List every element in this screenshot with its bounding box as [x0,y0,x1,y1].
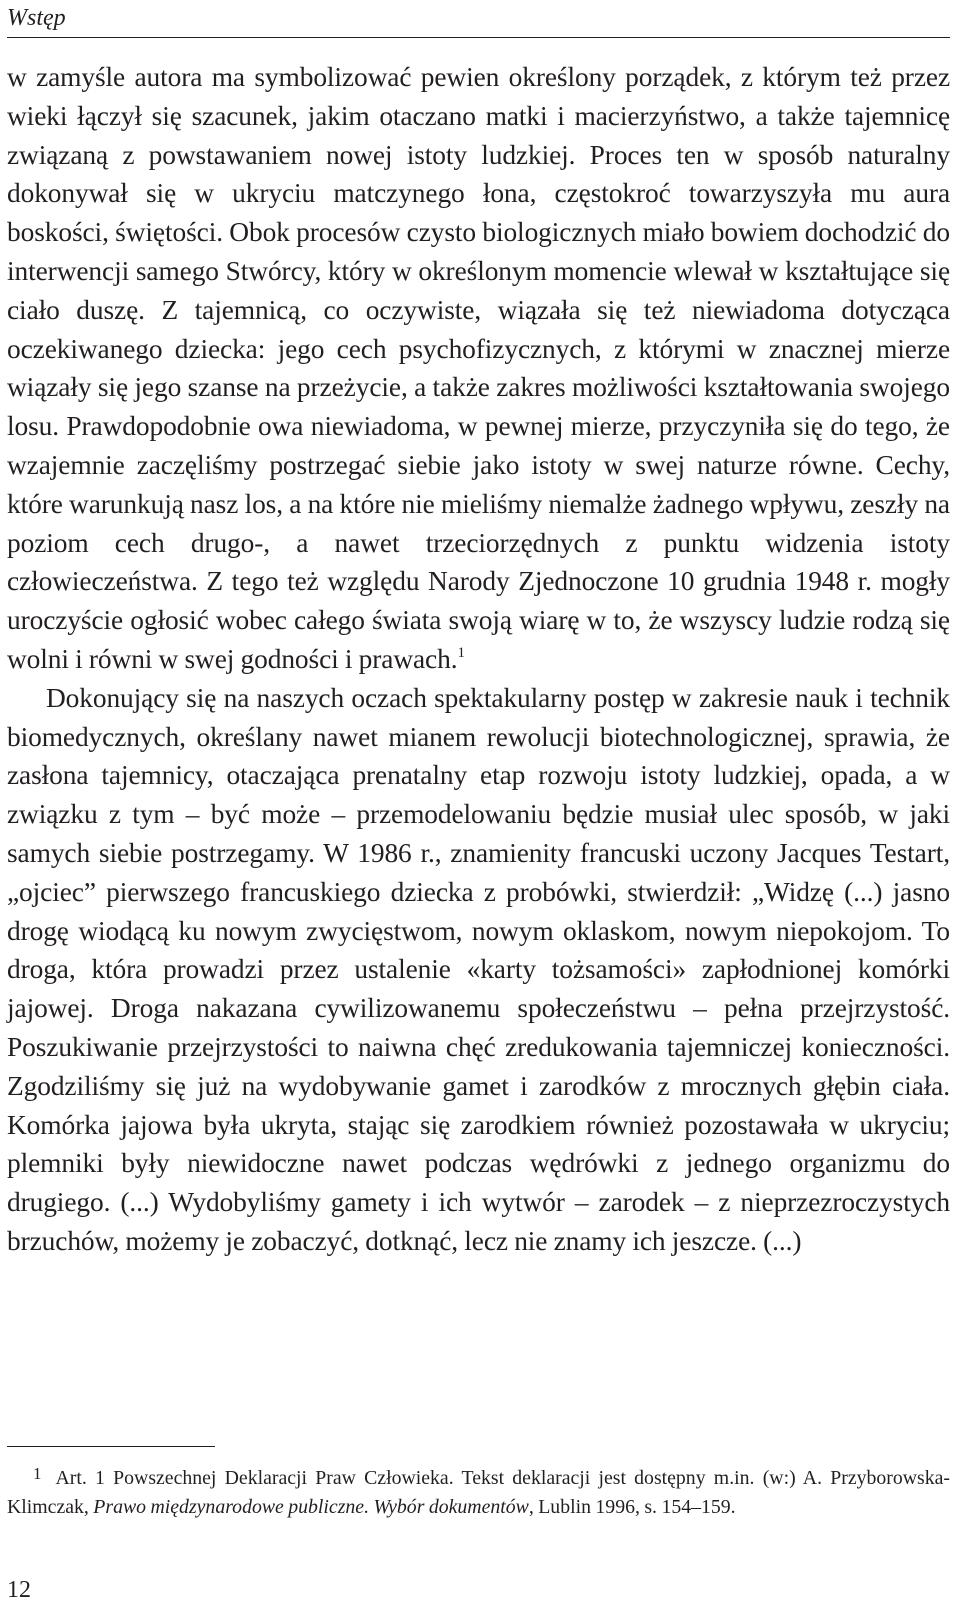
footnote-title: Prawo międzynarodowe publiczne. Wybór dokumentów [93,1496,529,1518]
paragraph [7,679,950,1261]
footnote-text: Art. 1 Powszechnej Deklaracji Praw Człowieka. Tekst deklaracji jest dostępny m.in. (w:) A. Przyborowska-Klimczak, [7,1467,950,1518]
footnote-number: 1 [33,1464,42,1483]
running-head: Wstęp [7,5,66,31]
footnote [7,1464,950,1522]
paragraph-text: w zamyśle autora ma symbolizować pewien określony porządek, z którym też przez wieki łączył się szacunek, jakim otaczano matki i macierzyństwo, a także tajemnicę związaną z powstawaniem nowej istoty ludzkiej. Proces ten w sposób naturalny dokonywał się w ukryciu matczynego łona, częstokroć towarzyszyła mu aura boskości, świętości. Obok procesów czysto biologicznych miało bowiem dochodzić do interwencji samego Stwórcy, który w określonym momencie wlewał w kształtujące się ciało duszę. Z tajemnicą, co oczywiste, wiązała się też niewiadoma dotycząca oczekiwanego dziecka: jego cech psychofizycznych, z którymi w znacznej mierze wiązały się jego szanse na przeżycie, a także zakres możliwości kształtowania swojego losu. Prawdopodobnie owa niewiadoma, w pewnej mierze, przyczyniła się do tego, że wzajemnie zaczęliśmy postrzegać siebie jako istoty w swej naturze równe. Cechy, które warunkują nasz los, a na które nie mieliśmy niemalże żadnego wpływu, zeszły na poziom cech drugo-, a nawet trzeciorzędnych z punktu widzenia istoty człowieczeństwa. Z tego też względu Narody Zjednoczone 10 grudnia 1948 r. mogły uroczyście ogłosić wobec całego świata swoją wiarę w to, że wszyscy ludzie rodzą się wolni i równi w swej godności i prawach. [7,62,950,674]
header-rule [7,37,950,38]
paragraph-text: Dokonujący się na naszych oczach spektakularny postęp w zakresie nauk i technik biomedycznych, określany nawet mianem rewolucji biotechnologicznej, sprawia, że zasłona tajemnicy, otaczająca prenatalny etap rozwoju istoty ludzkiej, opada, a w związku z tym – być może – przemodelowaniu będzie musiał ulec sposób, w jaki samych siebie postrzegamy. W 1986 r., znamienity francuski uczony Jacques Testart, „ojciec” pierwszego francuskiego dziecka z probówki, stwierdził: „Widzę (...) jasno drogę wiodącą ku nowym zwycięstwom, nowym oklaskom, nowym niepokojom. To droga, która prowadzi przez ustalenie «karty tożsamości» zapłodnionej komórki jajowej. Droga nakazana cywilizowanemu społeczeństwu – pełna przejrzystość. Poszukiwanie przejrzystości to naiwna chęć zredukowania tajemniczej konieczności. Zgodziliśmy się już na wydobywanie gamet i zarodków z mrocznych głębin ciała. Komórka jajowa była ukryta, stając się zarodkiem również pozostawała w ukryciu; plemniki były niewidoczne nawet podczas wędrówki z jednego organizmu do drugiego. (...) Wydobyliśmy gamety i ich wytwór – zarodek – z nieprzezroczystych brzuchów, możemy je zobaczyć, dotknąć, lecz nie znamy ich jeszcze. (...) [7,682,950,1256]
body-text [7,58,950,1261]
paragraph [7,58,950,679]
footnote-text-end: , Lublin 1996, s. 154–159. [528,1496,736,1518]
page-number: 12 [7,1577,31,1603]
book-page [7,0,950,1614]
footnote-reference[interactable]: 1 [457,644,465,661]
footnote-rule [7,1446,215,1447]
